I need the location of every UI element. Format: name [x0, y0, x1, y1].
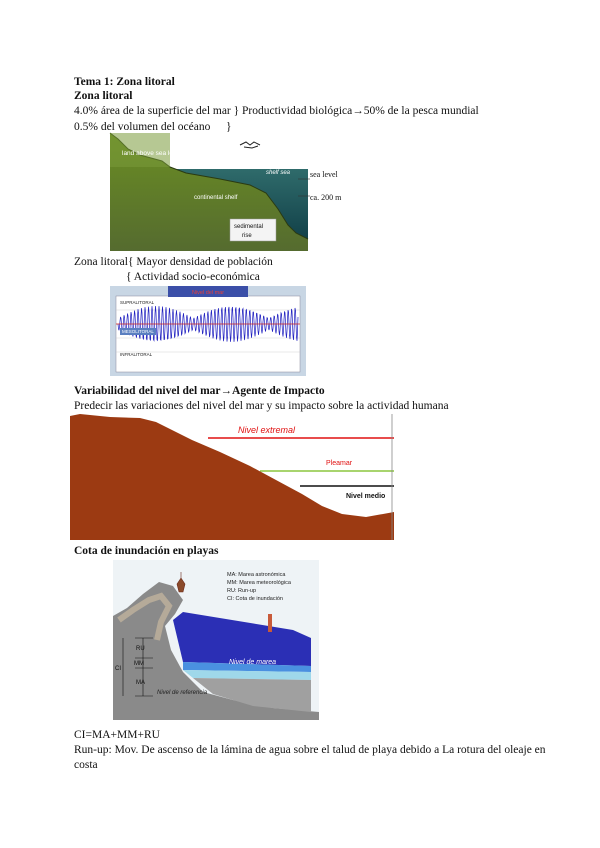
continental-shelf-figure [110, 133, 325, 251]
legend-mm: MM: Marea meteorológica [227, 580, 291, 586]
ru-label: RU [136, 646, 145, 652]
formula: CI=MA+MM+RU [74, 729, 160, 741]
pleamar-label: Pleamar [326, 460, 353, 467]
post-icon [268, 614, 272, 632]
text-runup: Run-up: Mov. De ascenso de la lámina de agua sobre el talud de playa debido a La rotura del oleaje en [74, 744, 546, 756]
medio-label: Nivel medio [346, 493, 386, 500]
deep-label: deep [308, 178, 322, 184]
flood-level-figure [113, 560, 319, 720]
text-brace: } [226, 121, 232, 133]
section-zona-litoral: Zona litoral [74, 90, 133, 102]
ma-label: MA [136, 680, 145, 686]
sedimental-label: sedimental [234, 224, 264, 230]
depth-label: ca. 200 m [310, 193, 342, 202]
legend-ru: RU: Run-up [227, 588, 257, 594]
mm-label: MM [134, 661, 144, 667]
section-cota: Cota de inundación en playas [74, 545, 219, 557]
text-zona-litoral-b: { Actividad socio-económica [126, 271, 260, 283]
supralitoral-label: SUPRALITORAL [120, 300, 155, 305]
text-line-area: 4.0% área de la superficie del mar } Productividad biológica→50% de la pesca mundial [74, 105, 479, 117]
legend-ci: CI: Cota de inundación [227, 596, 283, 602]
land-label: land above sea level [122, 150, 182, 157]
sedimental-label-2: rise [242, 233, 252, 239]
sea-level-label: sea level [310, 170, 338, 179]
text-line-volume: 0.5% del volumen del océano [74, 121, 211, 133]
banner-label: Nivel del mar [191, 290, 225, 296]
text-runup-2: costa [74, 759, 98, 771]
sea-level-marker [298, 175, 310, 199]
page-title: Tema 1: Zona litoral [74, 76, 175, 88]
section-variabilidad: Variabilidad del nivel del mar→Agente de Impacto [74, 385, 325, 397]
ci-label: CI [115, 666, 121, 672]
text-predecir: Predecir las variaciones del nivel del mar y su impacto sobre la actividad humana [74, 400, 449, 412]
shelf-sea-label: shelf sea [266, 170, 291, 176]
sea-level-series-figure [110, 286, 306, 376]
continental-shelf-label: continental shelf [194, 195, 238, 201]
referencia-label: Nivel de referencia [157, 690, 208, 696]
mesolitoral-label: MESOLITORAL [122, 329, 154, 334]
marea-label: Nivel de marea [229, 659, 277, 666]
legend-ma: MA: Marea astronómica [227, 572, 286, 578]
extremal-label: Nivel extremal [238, 425, 296, 435]
text-zona-litoral-a: Zona litoral{ Mayor densidad de población [74, 256, 273, 268]
sea-level-impact-figure [70, 414, 394, 540]
infralitoral-label: INFRALITORAL [120, 352, 153, 357]
ocean-label: ocean [308, 208, 325, 214]
